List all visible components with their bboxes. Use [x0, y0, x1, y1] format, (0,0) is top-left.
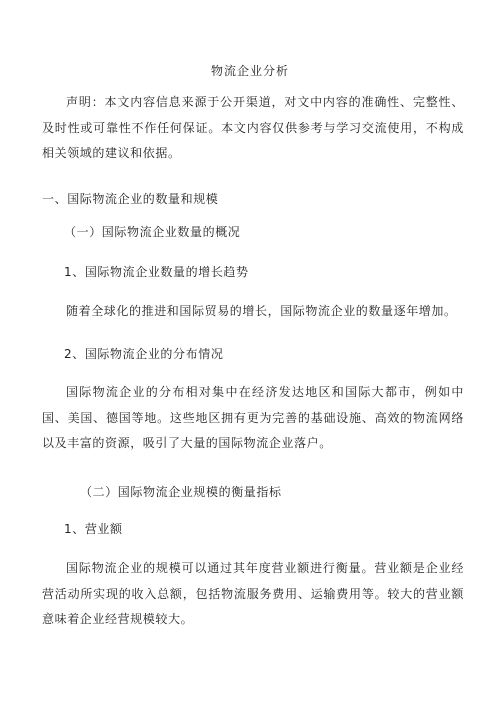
subsection-heading: （一）国际物流企业数量的概况 — [64, 225, 241, 239]
disclaimer-paragraph: 声明：本文内容信息来源于公开渠道，对文中内容的准确性、完整性、及时性或可靠性不作任何保证。本文内容仅供参考与学习交流使用，不构成相关领域的建议和依据。 — [42, 95, 464, 160]
item-heading: 1、国际物流企业数量的增长趋势 — [64, 265, 249, 279]
document-title: 物流企业分析 — [210, 64, 289, 78]
body-paragraph: 随着全球化的推进和国际贸易的增长，国际物流企业的数量逐年增加。 — [66, 304, 457, 318]
body-paragraph: 国际物流企业的规模可以通过其年度营业额进行衡量。营业额是企业经营活动所实现的收入总额，包括物流服务费用、运输费用等。较大的营业额意味着企业经营规模较大。 — [42, 561, 464, 626]
body-paragraph: 国际物流企业的分布相对集中在经济发达地区和国际大都市，例如中国、美国、德国等地。这些地区拥有更为完善的基础设施、高效的物流网络以及丰富的资源，吸引了大量的国际物流企业落户。 — [42, 385, 464, 450]
subsection-heading: （二）国际物流企业规模的衡量指标 — [80, 485, 282, 499]
item-heading: 2、国际物流企业的分布情况 — [64, 347, 224, 361]
item-heading: 1、营业额 — [64, 522, 123, 536]
section-heading: 一、国际物流企业的数量和规模 — [42, 192, 219, 206]
